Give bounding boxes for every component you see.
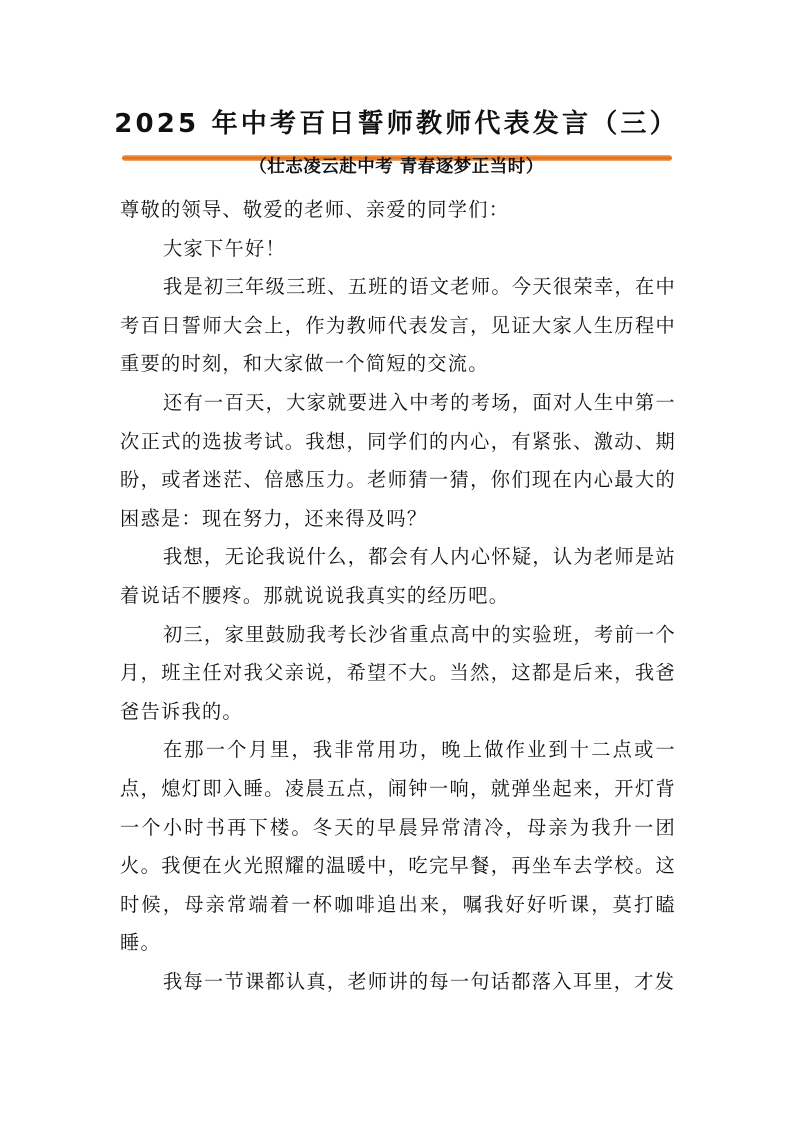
body-paragraph: 在那一个月里，我非常用功，晚上做作业到十二点或一点，熄灯即入睡。凌晨五点，闹钟一响，就弹坐起来，开灯背一个小时书再下楼。冬天的早晨异常清冷，母亲为我升一团火。我便在火光照耀的温暖中，吃完早餐，再坐车去学校。这时候，母亲常端着一杯咖啡追出来，嘱我好好听课，莫打瞌睡。	[120, 738, 676, 955]
greeting-paragraph: 大家下午好！	[163, 236, 286, 260]
subtitle-text: （壮志凌云赴中考 青春逐梦正当时）	[249, 157, 544, 177]
body-paragraph: 还有一百天，大家就要进入中考的考场，面对人生中第一次正式的选拔考试。我想，同学们的内心，有紧张、激动、期盼，或者迷茫、倍感压力。老师猜一猜，你们现在内心最大的困惑是：现在努力，还来得及吗？	[120, 390, 676, 530]
body-paragraph: 我每一节课都认真，老师讲的每一句话都落入耳里，才发	[163, 969, 676, 993]
document-title: 2025 年中考百日誓师教师代表发言（三）	[114, 109, 679, 139]
document-subtitle	[0, 152, 793, 182]
body-paragraph: 我想，无论我说什么，都会有人内心怀疑，认为老师是站着说话不腰疼。那就说说我真实的经历吧。	[120, 545, 676, 607]
body-paragraph: 初三，家里鼓励我考长沙省重点高中的实验班，考前一个月，班主任对我父亲说，希望不大。当然，这都是后来，我爸爸告诉我的。	[120, 622, 676, 723]
speech-body	[120, 191, 676, 1001]
body-paragraph: 我是初三年级三班、五班的语文老师。今天很荣幸，在中考百日誓师大会上，作为教师代表发言，见证大家人生历程中重要的时刻，和大家做一个简短的交流。	[120, 275, 676, 376]
salutation-paragraph: 尊敬的领导、敬爱的老师、亲爱的同学们：	[120, 198, 510, 221]
